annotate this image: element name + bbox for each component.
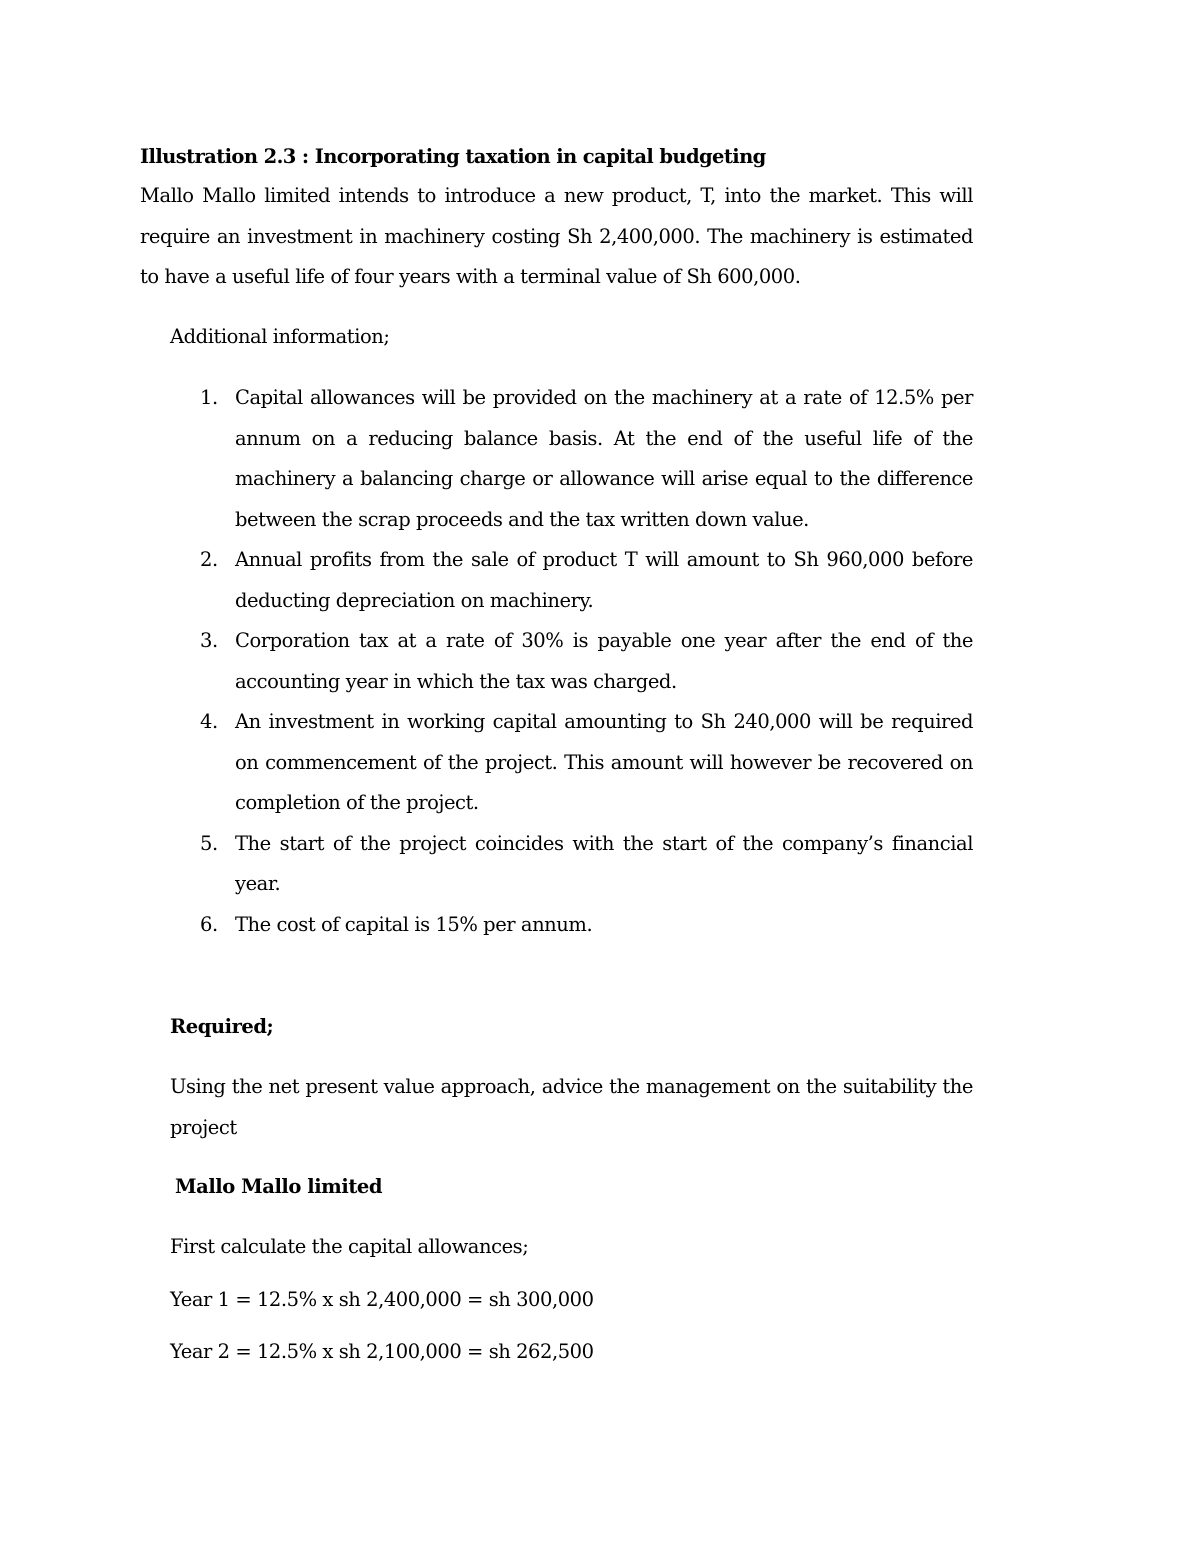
calculation-line-year-2: Year 2 = 12.5% x sh 2,100,000 = sh 262,500 — [170, 1340, 594, 1363]
list-item — [170, 378, 973, 540]
list-item-number: 6. — [200, 912, 218, 936]
calculation-line-year-1: Year 1 = 12.5% x sh 2,400,000 = sh 300,000 — [170, 1288, 594, 1311]
list-item-text: An investment in working capital amounting to Sh 240,000 will be required on commencement of the project. This amount will however be recovered on completion of the project. — [235, 710, 973, 814]
required-heading: Required; — [170, 1015, 274, 1038]
company-heading: Mallo Mallo limited — [175, 1175, 383, 1198]
additional-info-list — [170, 378, 973, 945]
list-item-text: Annual profits from the sale of product T will amount to Sh 960,000 before deducting depreciation on machinery. — [235, 548, 973, 612]
list-item-number: 1. — [200, 386, 218, 409]
list-item-text: Capital allowances will be provided on the machinery at a rate of 12.5% per annum on a reducing balance basis. At the end of the useful life of the machinery a balancing charge or allowance will arise equal to the difference between the scrap proceeds and the tax written down value. — [235, 386, 973, 531]
list-item — [170, 905, 973, 946]
list-item-number: 5. — [200, 831, 218, 855]
list-item-text: The cost of capital is 15% per annum. — [235, 912, 593, 936]
list-item — [170, 540, 973, 621]
list-item-number: 2. — [200, 548, 218, 571]
calculation-intro: First calculate the capital allowances; — [170, 1235, 529, 1258]
list-item-number: 3. — [200, 629, 218, 652]
list-item-text: Corporation tax at a rate of 30% is payable one year after the end of the accounting year in which the tax was charged. — [235, 629, 973, 693]
intro-paragraph: Mallo Mallo limited intends to introduce a new product, T, into the market. This will require an investment in machinery costing Sh 2,400,000. The machinery is estimated to have a useful life of four years with a terminal value of Sh 600,000. — [140, 184, 973, 288]
list-item — [170, 621, 973, 702]
required-text: Using the net present value approach, advice the management on the suitability the project — [170, 1075, 973, 1139]
additional-info-heading: Additional information; — [170, 325, 390, 348]
list-item — [170, 702, 973, 824]
illustration-title: Illustration 2.3 : Incorporating taxation in capital budgeting — [140, 145, 766, 168]
list-item — [170, 824, 973, 905]
list-item-number: 4. — [200, 710, 218, 733]
list-item-text: The start of the project coincides with the start of the company’s financial year. — [235, 831, 973, 895]
